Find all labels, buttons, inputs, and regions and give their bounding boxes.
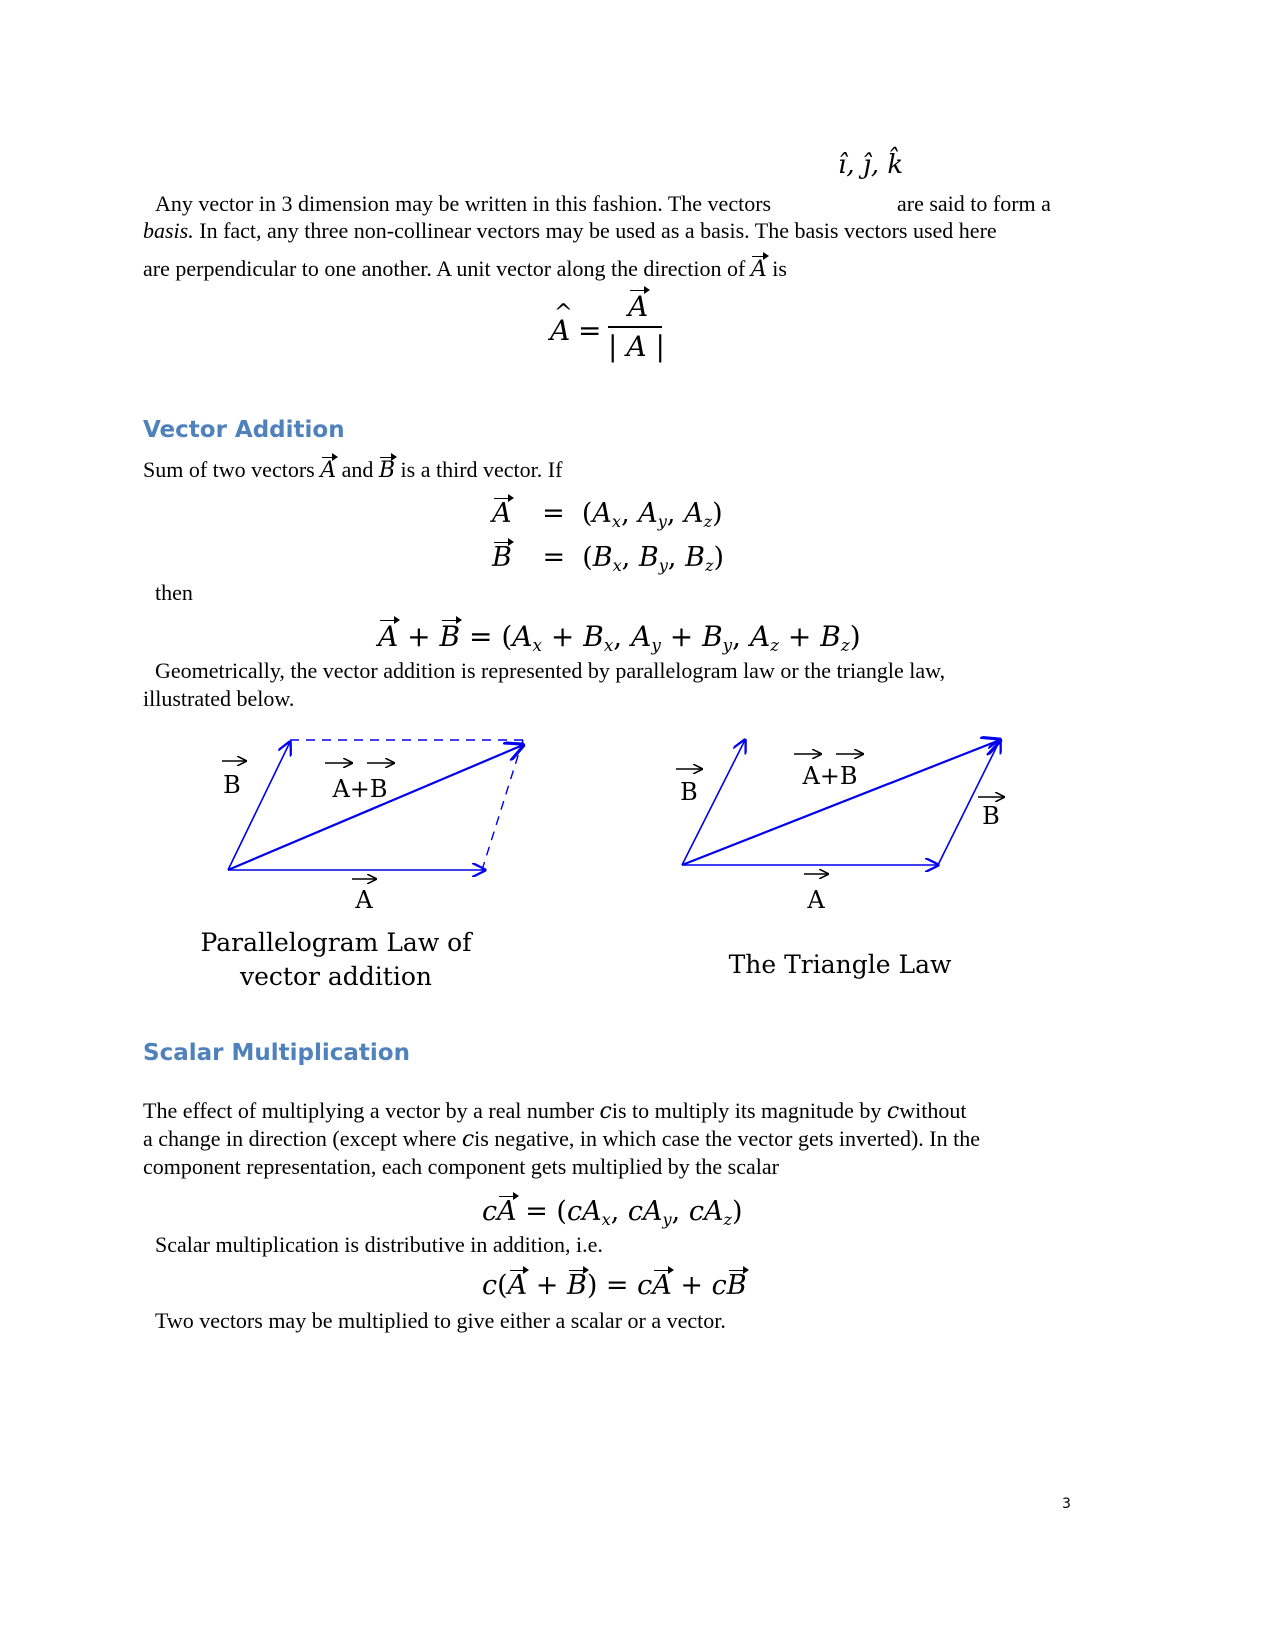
scalar-line2-a: a change in direction (except where: [143, 1126, 457, 1151]
page-number: 3: [1062, 1496, 1071, 1512]
dist-eq-B2: B: [726, 1270, 747, 1301]
distributive-text: Scalar multiplication is distributive in addition, i.e.: [155, 1232, 603, 1257]
basis-symbols: [838, 150, 903, 180]
sum-line: [143, 456, 562, 485]
para1-line1-end-text: are said to form a: [897, 191, 1051, 216]
tri-label-B-left: B: [680, 778, 698, 806]
fraction-bar: [608, 326, 662, 328]
geometric-line1: Geometrically, the vector addition is represented by parallelogram law or the triangle law,: [155, 658, 946, 683]
dist-eq-B1: B: [566, 1270, 587, 1301]
sum-vector-A: A: [320, 458, 337, 483]
denominator-A: A: [626, 330, 647, 363]
dist-eq-A2: A: [652, 1270, 672, 1301]
triangle-vector-AB: [682, 740, 1000, 865]
para1-line2: [143, 217, 997, 245]
para1-line2-text: In fact, any three non-collinear vectors may be used as a basis. The basis vectors used here: [193, 218, 997, 243]
para1-line3: [143, 255, 787, 284]
parallelogram-caption-line2: vector addition: [239, 962, 433, 991]
triangle-caption: The Triangle Law: [728, 950, 952, 979]
para1-line1: [155, 190, 771, 218]
para1-line1-end: [897, 190, 1051, 218]
label-B-left: B: [223, 771, 241, 799]
unit-vector-A-hat: ^ A: [550, 314, 570, 347]
sumeq-B: B: [439, 620, 461, 653]
scalar-c-1: c: [599, 1099, 612, 1124]
scalar-line1-c: without: [899, 1098, 967, 1123]
sum-text-b: is a third vector. If: [400, 457, 563, 482]
sum-equation: $A + B = (A_x + B_x$, $A_y + B_y$, $A_z + B_z$): [378, 620, 861, 656]
tri-label-A: A: [807, 886, 825, 914]
dist-eq-A1: A: [507, 1270, 528, 1301]
equation-A-components: [492, 498, 723, 531]
distributive-equation: c(A + B) = cA + cB: [482, 1270, 747, 1301]
equation-B-components: [492, 542, 724, 575]
parallelogram-diagram: [222, 740, 523, 914]
eq-B-rhs: = ($B_x$, $B_y$, $B_z$): [542, 542, 725, 575]
para1-line1-text: Any vector in 3 dimension may be written in this fashion. The vectors: [155, 191, 772, 216]
parallelogram-caption: [186, 926, 486, 994]
scalar-line1-b: is to multiply its magnitude by: [611, 1098, 882, 1123]
tri-label-AB: A+B: [802, 762, 858, 790]
para1-line3-text: are perpendicular to one another. A unit vector along the direction of: [143, 256, 746, 281]
label-A-left: A: [355, 886, 373, 914]
eq-vector-A: A: [492, 498, 512, 529]
tri-label-B-right: B: [982, 802, 1000, 830]
eq-vector-B: B: [492, 542, 512, 573]
scalar-multiplication-heading: Scalar Multiplication: [143, 1040, 410, 1066]
sumeq-A: A: [378, 620, 399, 653]
geometric-line2: illustrated below.: [143, 686, 295, 711]
basis-symbols-text: î, ĵ, k̂: [838, 150, 904, 180]
basis-word: basis.: [143, 218, 194, 243]
label-AB-left: A+B: [332, 775, 388, 803]
scalar-c-2: c: [886, 1099, 900, 1124]
vector-A-symbol: A: [750, 257, 767, 282]
scalar-eq-A: A: [497, 1196, 517, 1227]
two-vectors-text: Two vectors may be multiplied to give either a scalar or a vector.: [155, 1308, 726, 1333]
parallelogram-caption-line1: Parallelogram Law of: [200, 928, 472, 957]
para1-line3-end: is: [772, 256, 787, 281]
sum-and: and: [341, 457, 374, 482]
scalar-equation: cA = ($cA_x$, $cA_y$, $cA_z$): [482, 1196, 743, 1229]
equals-sign: =: [578, 314, 602, 347]
triangle-diagram: [676, 740, 1004, 914]
scalar-line1-a: The effect of multiplying a vector by a real number: [143, 1098, 595, 1123]
scalar-c-3: c: [461, 1127, 475, 1152]
numerator-A: A: [628, 290, 649, 323]
then-text: then: [155, 580, 193, 605]
denominator: | A |: [608, 330, 665, 363]
vector-addition-heading: Vector Addition: [143, 417, 345, 443]
eq-A-rhs: = ($A_x$, $A_y$, $A_z$): [542, 498, 723, 531]
scalar-line2: [143, 1125, 980, 1154]
sum-vector-B: B: [378, 458, 396, 483]
sum-text-a: Sum of two vectors: [143, 457, 315, 482]
scalar-line2-b: is negative, in which case the vector gets inverted). In the: [474, 1126, 980, 1151]
scalar-line1: [143, 1097, 966, 1126]
scalar-line3: component representation, each component gets multiplied by the scalar: [143, 1154, 779, 1179]
parallelogram-vector-AB: [228, 745, 523, 870]
